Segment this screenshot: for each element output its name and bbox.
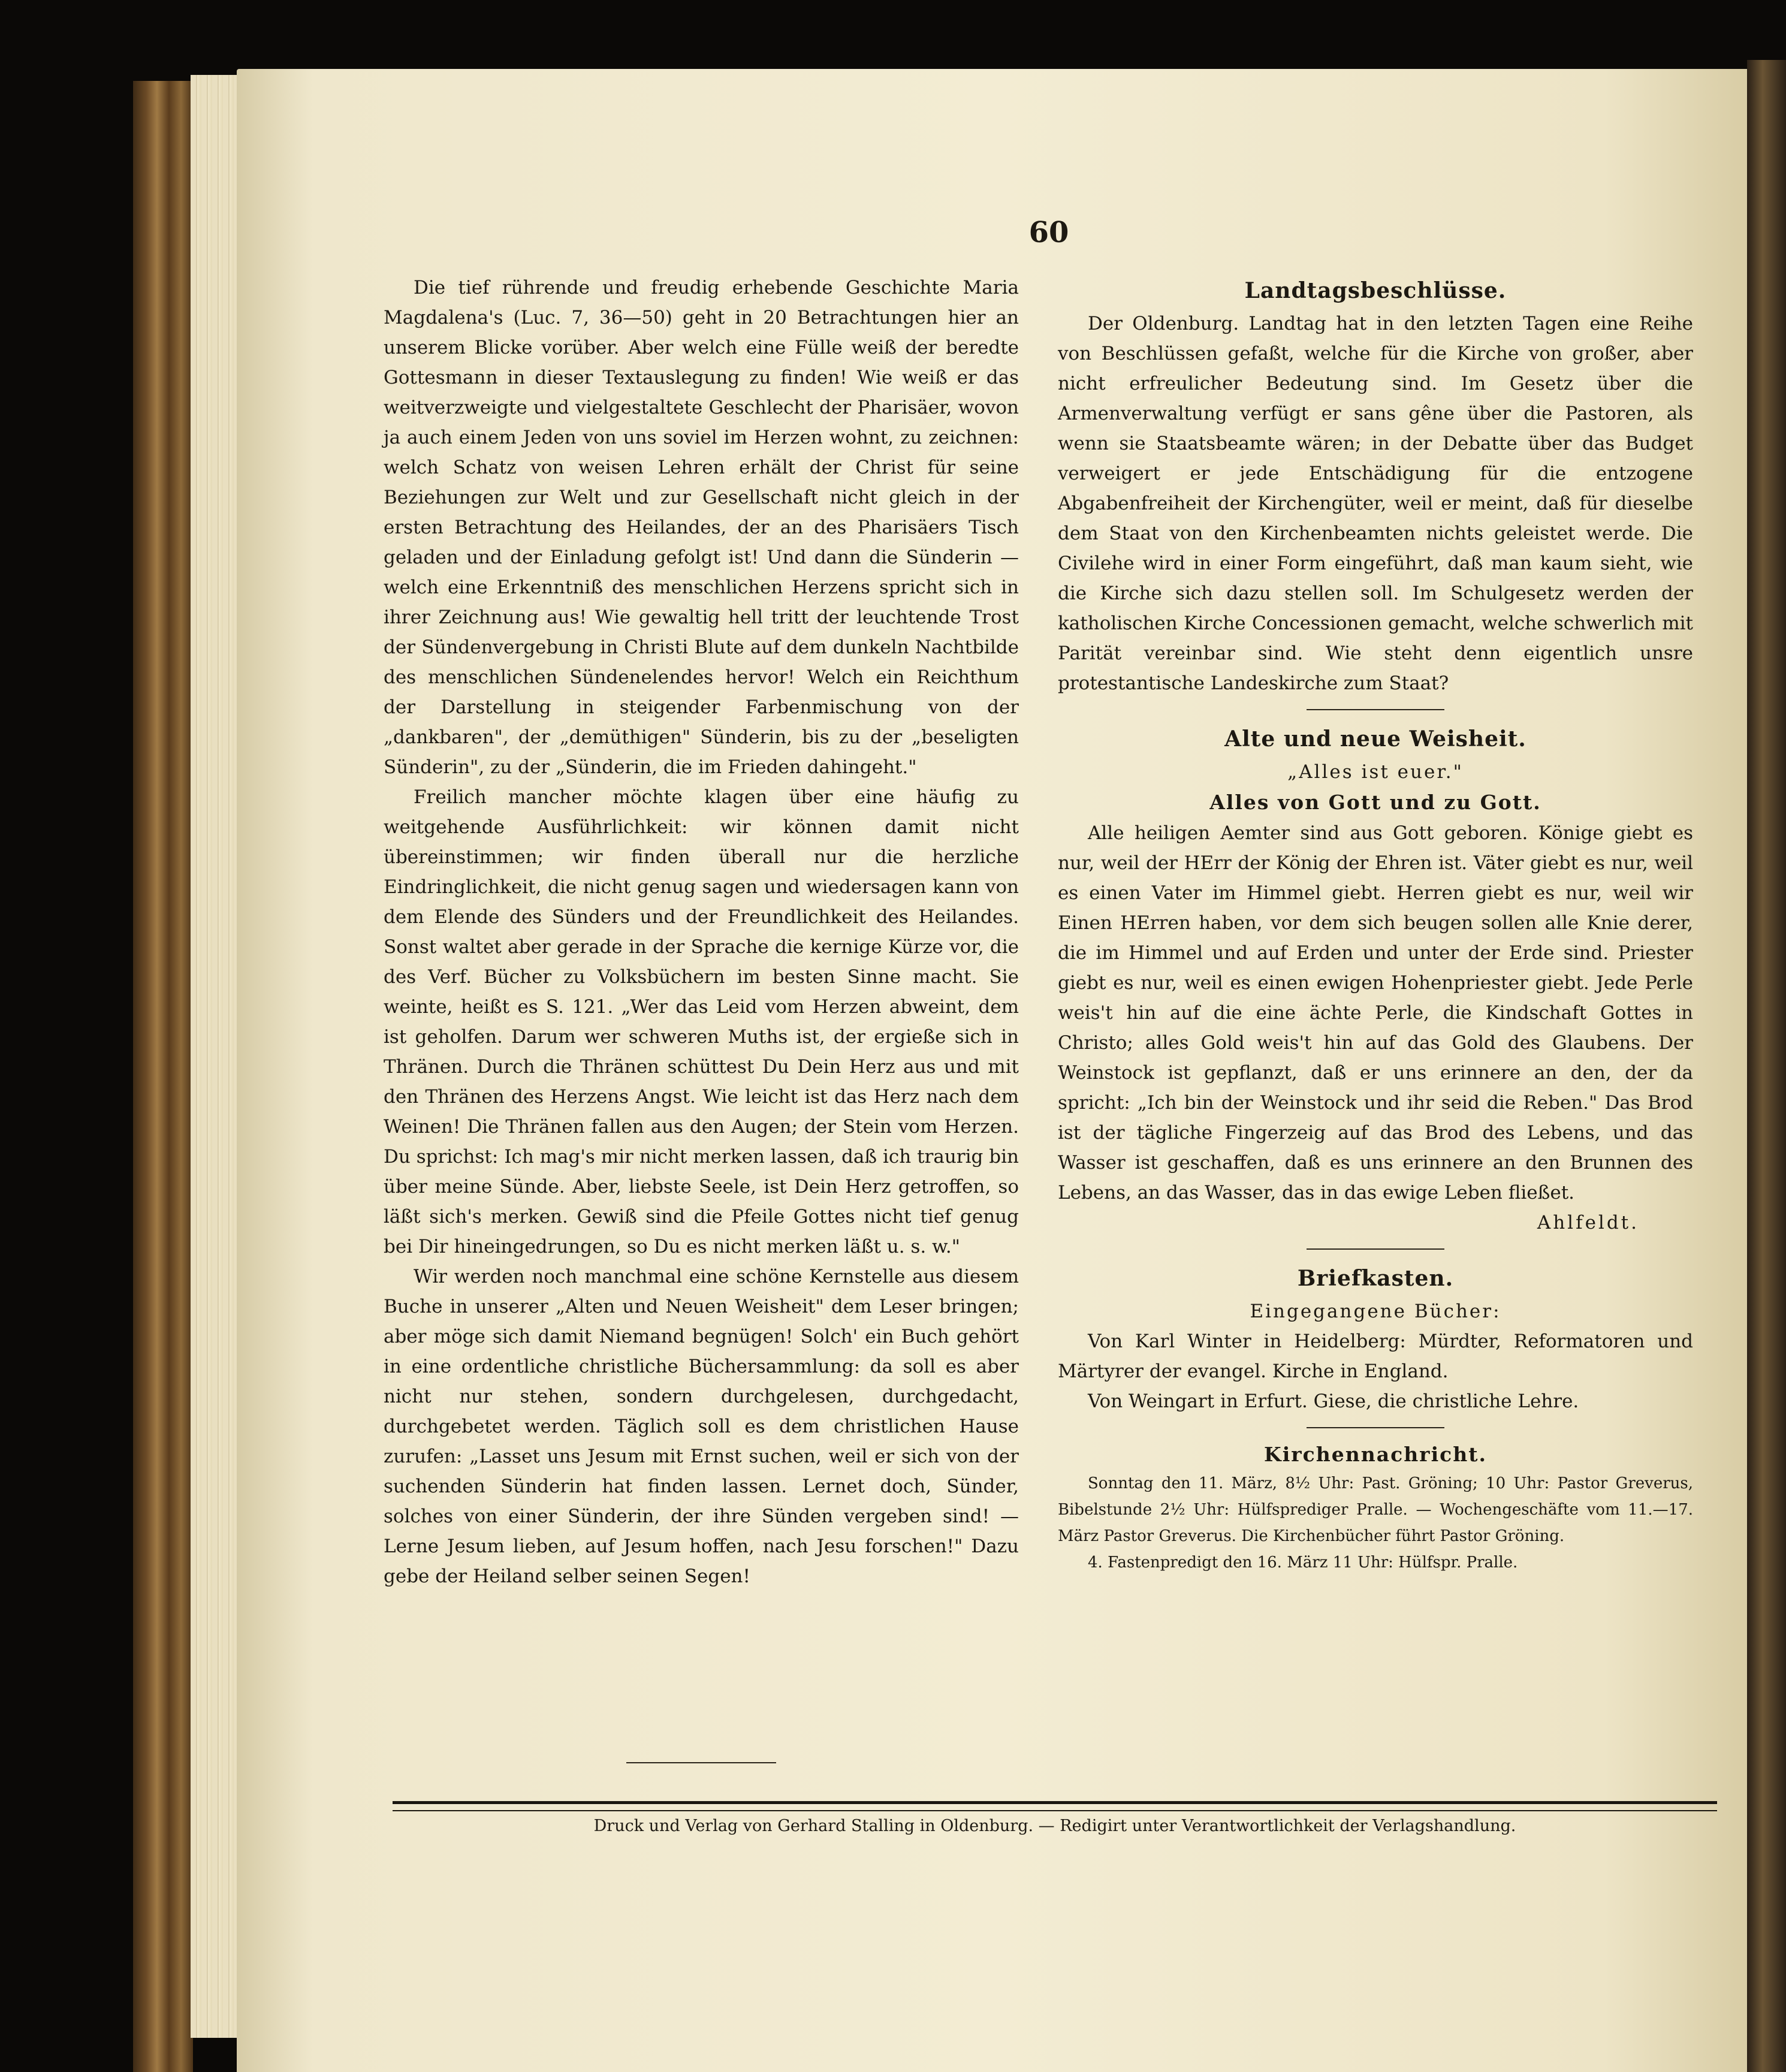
briefkasten-entry: Von Karl Winter in Heidelberg: Mürdter, Reformatoren und Märtyrer der evangel. Kirche in England. (1058, 1331, 1693, 1382)
kirchennachricht-heading: Kirchennachricht. (1264, 1443, 1487, 1466)
left-column-divider (626, 1762, 776, 1763)
section-divider (1307, 1248, 1444, 1250)
imprint-footer: Druck und Verlag von Gerhard Stalling in Oldenburg. — Redigirt unter Verantwortlichkeit der Verlagshandlung. (593, 1817, 1516, 1835)
kirchennachricht-entry: Sonntag den 11. März, 8½ Uhr: Past. Gröning; 10 Uhr: Pastor Greverus, Bibelstunde 2½ Uhr: Hülfsprediger Pralle. — Wochengeschäfte vom 11.—17. März Pastor Greverus. Die Kirchenbücher führt Pastor Gröning. (1058, 1474, 1693, 1545)
section-divider (1307, 1427, 1444, 1428)
briefkasten-entry: Von Weingart in Erfurt. Giese, die christliche Lehre. (1088, 1391, 1579, 1412)
footer-rule (393, 1801, 1717, 1811)
weisheit-text: Alle heiligen Aemter sind aus Gott geboren. Könige giebt es nur, weil der HErr der König der Ehren ist. Väter giebt es nur, weil es einen Vater im Himmel giebt. Herren giebt es nur, weil wir Einen HErren haben, vor dem sich beugen sollen alle Knie derer, die im Himmel und auf Erden und unter der Erde sind. Priester giebt es nur, weil es einen ewigen Hohenpriester giebt. Jede Perle weis't hin auf die eine ächte Perle, die Kindschaft Gottes in Christo; alles Gold weis't hin auf das Gold des Glaubens. Der Weinstock ist gepflanzt, daß er uns erinnere an den, der da spricht: „Ich bin der Weinstock und ihr seid die Reben." Das Brod ist der tägliche Fingerzeig auf das Brod des Lebens, und das Wasser ist geschaffen, daß es uns erinnere an den Brunnen des Lebens, an das Wasser, das in das ewige Leben fließet. (1058, 822, 1693, 1204)
page-number: 60 (1028, 216, 1069, 249)
briefkasten-heading: Briefkasten. (1297, 1266, 1454, 1291)
landtag-text: Der Oldenburg. Landtag hat in den letzten Tagen eine Reihe von Beschlüssen gefaßt, welche für die Kirche von großer, aber nicht erfreulicher Bedeutung sind. Im Gesetz über die Armenverwaltung verfügt er sans gêne über die Pastoren, als wenn sie Staatsbeamte wären; in der Debatte über das Budget verweigert er jede Entschädigung für die entzogene Abgabenfreiheit der Kirchengüter, weil er meint, daß für dieselbe dem Staat von den Kirchenbeamten nichts geleistet werde. Die Civilehe wird in einer Form eingeführt, daß man kaum sieht, wie die Kirche sich dazu stellen soll. Im Schulgesetz werden der katholischen Kirche Concessionen gemacht, welche schwerlich mit Parität vereinbar sind. Wie steht denn eigentlich unsre protestantische Landeskirche zum Staat? (1058, 313, 1693, 694)
briefkasten-section (1058, 1260, 1693, 1416)
review-paragraph-3: Wir werden noch manchmal eine schöne Kernstelle aus diesem Buche in unserer „Alten und Neuen Weisheit" dem Leser bringen; aber möge sich damit Niemand begnügen! Solch' ein Buch gehört in eine ordentliche christliche Büchersammlung: da soll es aber nicht nur stehen, sondern durchgelesen, durchgedacht, durchgebetet werden. Täglich soll es dem christlichen Hause zurufen: „Lasset uns Jesum mit Ernst suchen, weil er sich von der suchenden Sünderin hat finden lassen. Lernet doch, Sünder, solches von einer Sünderin, der ihre Sünden vergeben sind! — Lerne Jesum lieben, auf Jesum hoffen, nach Jesu forschen!" Dazu gebe der Heiland selber seinen Segen! (384, 1266, 1019, 1587)
landtag-heading: Landtagsbeschlüsse. (1244, 278, 1507, 303)
section-divider (1307, 709, 1444, 710)
kirchennachricht-entry: 4. Fastenpredigt den 16. März 11 Uhr: Hülfspr. Pralle. (1088, 1554, 1518, 1572)
weisheit-subheading: Alles von Gott und zu Gott. (1209, 791, 1541, 814)
briefkasten-subheading: Eingegangene Bücher: (1250, 1301, 1501, 1322)
review-paragraph-2: Freilich mancher möchte klagen über eine häufig zu weitgehende Ausführlichkeit: wir können damit nicht übereinstimmen; wir finden überall nur die herzliche Eindringlichkeit, die nicht genug sagen und wiedersagen kann von dem Elende des Sünders und der Freundlichkeit des Heilandes. Sonst waltet aber gerade in der Sprache die kernige Kürze vor, die des Verf. Bücher zu Volksbüchern im besten Sinne macht. Sie weinte, heißt es S. 121. „Wer das Leid vom Herzen abweint, dem ist geholfen. Darum wer schweren Muths ist, der ergieße sich in Thränen. Durch die Thränen schüttest Du Dein Herz aus und mit den Thränen des Herzens Angst. Wie leicht ist das Herz nach dem Weinen! Die Thränen fallen aus den Augen; der Stein vom Herzen. Du sprichst: Ich mag's mir nicht merken lassen, daß ich traurig bin über meine Sünde. Aber, liebste Seele, ist Dein Herz getroffen, so läßt sich's merken. Gewiß sind die Pfeile Gottes nicht tief genug bei Dir hineingedrungen, so Du es nicht merken läßt u. s. w." (384, 786, 1019, 1257)
right-column (1058, 273, 1693, 1576)
kirchennachricht-section (1058, 1439, 1693, 1576)
review-paragraph-1: Die tief rührende und freudig erhebende Geschichte Maria Magdalena's (Luc. 7, 36—50) geht in 20 Betrachtungen hier an unserem Blicke vorüber. Aber welch eine Fülle weiß der beredte Gottesmann in dieser Textauslegung zu finden! Wie weiß er das weitverzweigte und vielgestaltete Geschlecht der Pharisäer, wovon ja auch einem Jeden von uns soviel im Herzen wohnt, zu zeichnen: welch Schatz von weisen Lehren erhält der Christ für seine Beziehungen zur Welt und zur Gesellschaft nicht gleich in der ersten Betrachtung des Heilandes, der an des Pharisäers Tisch geladen und der Einladung gefolgt ist! Und dann die Sünderin — welch eine Erkenntniß des menschlichen Herzens spricht sich in ihrer Zeichnung aus! Wie gewaltig hell tritt der leuchtende Trost der Sündenvergebung in Christi Blute auf dem dunkeln Nachtbilde des menschlichen Sündenelendes hervor! Welch ein Reichthum der Darstellung in steigender Farbenmischung von der „dankbaren", der „demüthigen" Sünderin, bis zu der „beseligten Sünderin", zu der „Sünderin, die im Frieden dahingeht." (384, 277, 1019, 778)
landtag-section (1058, 273, 1693, 698)
left-column (384, 273, 1019, 1591)
weisheit-motto: „Alles ist euer." (1287, 761, 1464, 783)
weisheit-heading: Alte und neue Weisheit. (1224, 726, 1526, 752)
weisheit-section (1058, 721, 1693, 1238)
weisheit-signature: Ahlfeldt. (1537, 1212, 1639, 1233)
